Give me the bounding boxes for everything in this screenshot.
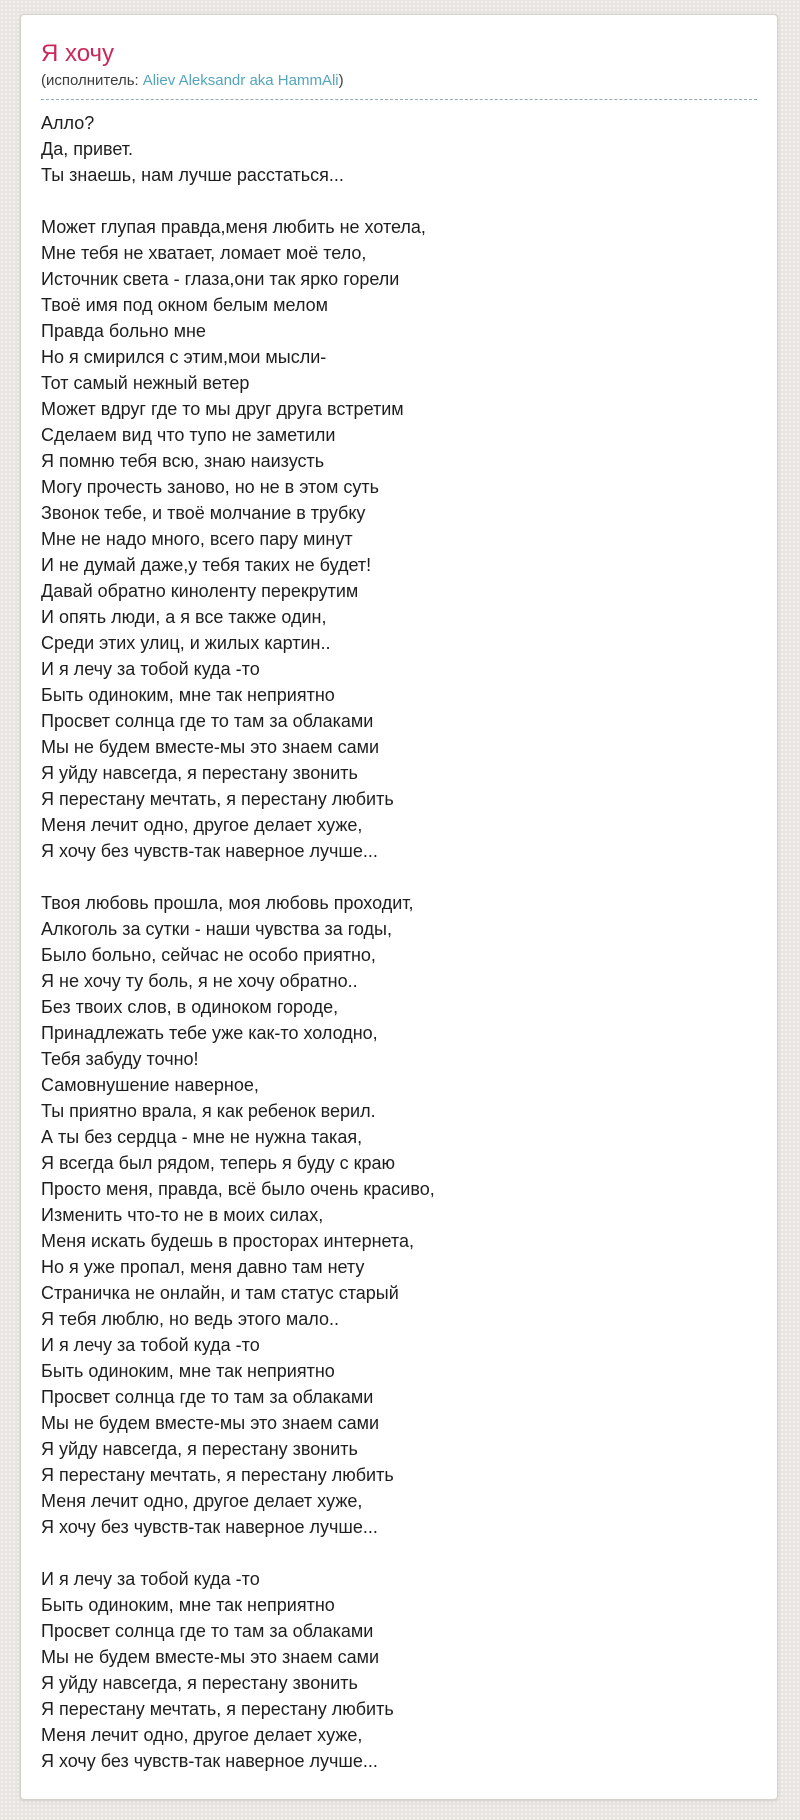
lyric-line: Без твоих слов, в одиноком городе,	[41, 997, 339, 1017]
lyric-line: Тебя забуду точно!	[41, 1049, 199, 1069]
lyric-line: Я уйду навсегда, я перестану звонить	[41, 1439, 358, 1459]
lyric-line: Быть одиноким, мне так неприятно	[41, 1595, 335, 1615]
lyric-line: И опять люди, а я все также один,	[41, 607, 327, 627]
lyric-line: Да, привет.	[41, 139, 134, 159]
lyric-line: Давай обратно киноленту перекрутим	[41, 581, 359, 601]
lyric-line: И я лечу за тобой куда -то	[41, 1335, 260, 1355]
artist-prefix: (исполнитель:	[41, 72, 139, 89]
lyric-line: Изменить что-то не в моих силах,	[41, 1205, 324, 1225]
lyric-line: Я хочу без чувств-так наверное лучше...	[41, 841, 378, 861]
lyric-line: Но я смирился с этим,мои мысли-	[41, 347, 327, 367]
lyric-line: Сделаем вид что тупо не заметили	[41, 425, 336, 445]
lyric-line: Просто меня, правда, всё было очень красиво,	[41, 1179, 435, 1199]
lyric-line: Меня лечит одно, другое делает хуже,	[41, 1725, 363, 1745]
lyric-line: Я перестану мечтать, я перестану любить	[41, 789, 394, 809]
lyric-line: Мы не будем вместе-мы это знаем сами	[41, 737, 380, 757]
lyric-line: Правда больно мне	[41, 321, 206, 341]
lyric-line: Меня лечит одно, другое делает хуже,	[41, 815, 363, 835]
lyrics-card	[20, 14, 778, 1800]
lyric-line: Твоё имя под окном белым мелом	[41, 295, 329, 315]
lyric-line: Мне тебя не хватает, ломает моё тело,	[41, 243, 367, 263]
lyric-line	[41, 1540, 757, 1566]
lyric-line: Меня искать будешь в просторах интернета,	[41, 1231, 414, 1251]
artist-suffix: )	[338, 72, 344, 89]
lyric-line: Быть одиноким, мне так неприятно	[41, 1361, 335, 1381]
lyric-line: Было больно, сейчас не особо приятно,	[41, 945, 376, 965]
lyric-line: Тот самый нежный ветер	[41, 373, 250, 393]
lyric-line: Среди этих улиц, и жилых картин..	[41, 633, 331, 653]
lyrics-text	[41, 110, 757, 1774]
artist-link[interactable]: Aliev Aleksandr aka HammAli	[142, 72, 339, 89]
lyric-line: И я лечу за тобой куда -то	[41, 659, 260, 679]
lyric-line: Ты приятно врала, я как ребенок верил.	[41, 1101, 376, 1121]
lyric-line	[41, 188, 757, 214]
lyric-line	[41, 864, 757, 890]
lyric-line: Я тебя люблю, но ведь этого мало..	[41, 1309, 339, 1329]
lyric-line: Мы не будем вместе-мы это знаем сами	[41, 1413, 380, 1433]
lyric-line: Я перестану мечтать, я перестану любить	[41, 1699, 394, 1719]
lyric-line: Я помню тебя всю, знаю наизусть	[41, 451, 325, 471]
artist-line	[41, 71, 757, 100]
lyric-line: Источник света - глаза,они так ярко горели	[41, 269, 400, 289]
lyric-line: Твоя любовь прошла, моя любовь проходит,	[41, 893, 414, 913]
lyric-line: Страничка не онлайн, и там статус старый	[41, 1283, 399, 1303]
lyric-line: Могу прочесть заново, но не в этом суть	[41, 477, 380, 497]
lyric-line: Я хочу без чувств-так наверное лучше...	[41, 1751, 378, 1771]
lyric-line: Мы не будем вместе-мы это знаем сами	[41, 1647, 380, 1667]
lyric-line: Но я уже пропал, меня давно там нету	[41, 1257, 365, 1277]
lyric-line: Алло?	[41, 113, 95, 133]
lyric-line: Может вдруг где то мы друг друга встретим	[41, 399, 404, 419]
page-title: Я хочу	[41, 40, 115, 67]
lyric-line: А ты без сердца - мне не нужна такая,	[41, 1127, 363, 1147]
lyric-line: Ты знаешь, нам лучше расстаться...	[41, 165, 344, 185]
lyric-line: Просвет солнца где то там за облаками	[41, 1621, 374, 1641]
lyric-line: Я не хочу ту боль, я не хочу обратно..	[41, 971, 358, 991]
lyric-line: Алкоголь за сутки - наши чувства за годы,	[41, 919, 392, 939]
lyric-line: Я хочу без чувств-так наверное лучше...	[41, 1517, 378, 1537]
lyric-line: Может глупая правда,меня любить не хотела,	[41, 217, 426, 237]
lyric-line: Мне не надо много, всего пару минут	[41, 529, 353, 549]
lyric-line: И не думай даже,у тебя таких не будет!	[41, 555, 372, 575]
lyric-line: Я перестану мечтать, я перестану любить	[41, 1465, 394, 1485]
lyric-line: Просвет солнца где то там за облаками	[41, 711, 374, 731]
lyric-line: Меня лечит одно, другое делает хуже,	[41, 1491, 363, 1511]
lyric-line: Звонок тебе, и твоё молчание в трубку	[41, 503, 366, 523]
lyric-line: Я уйду навсегда, я перестану звонить	[41, 1673, 358, 1693]
lyric-line: Я всегда был рядом, теперь я буду с краю	[41, 1153, 396, 1173]
lyric-line: Быть одиноким, мне так неприятно	[41, 685, 335, 705]
lyric-line: Самовнушение наверное,	[41, 1075, 259, 1095]
lyric-line: И я лечу за тобой куда -то	[41, 1569, 260, 1589]
lyric-line: Я уйду навсегда, я перестану звонить	[41, 763, 358, 783]
lyric-line: Просвет солнца где то там за облаками	[41, 1387, 374, 1407]
lyric-line: Принадлежать тебе уже как-то холодно,	[41, 1023, 378, 1043]
